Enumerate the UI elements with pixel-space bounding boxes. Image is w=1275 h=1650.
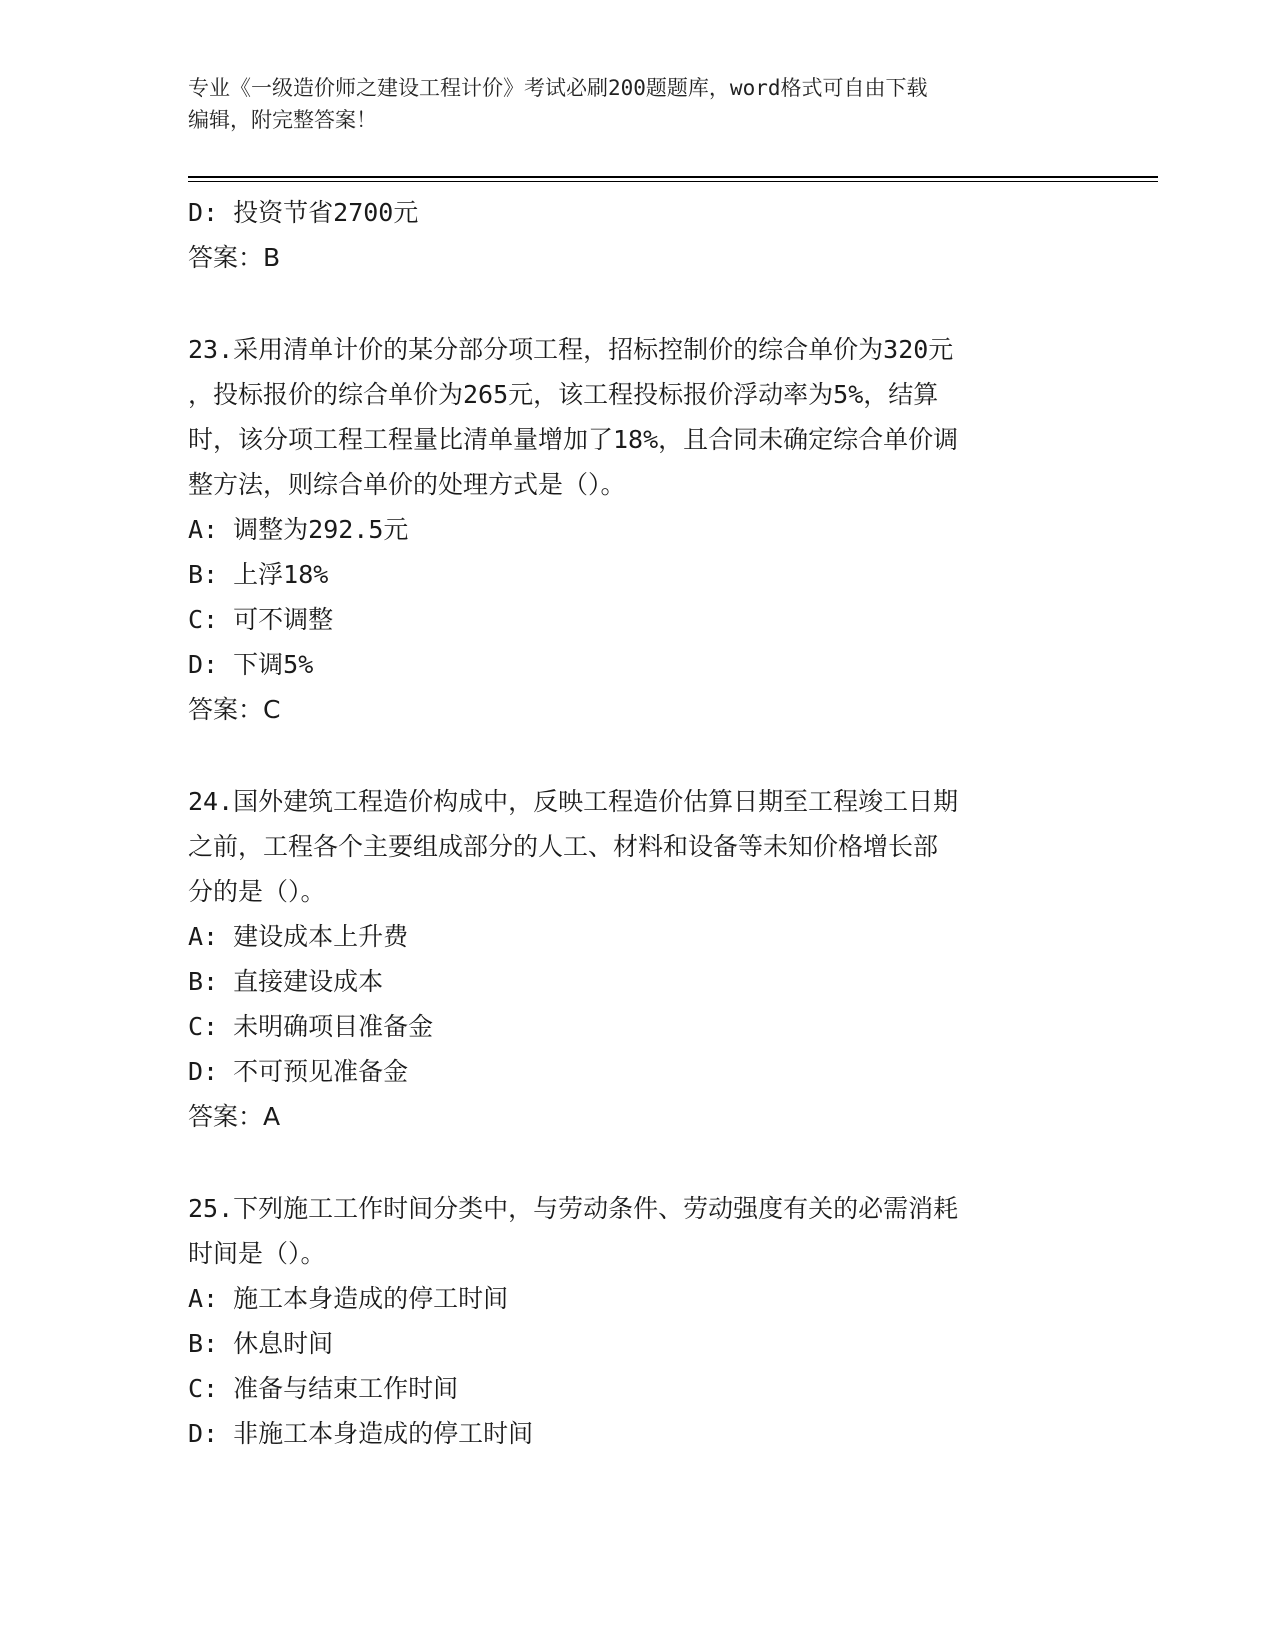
question-text-line: 24.国外建筑工程造价构成中，反映工程造价估算日期至工程竣工日期 bbox=[188, 787, 959, 816]
document-header bbox=[188, 72, 1088, 136]
question-text-line: 整方法，则综合单价的处理方式是（）。 bbox=[188, 470, 626, 499]
header-line-1: 专业《一级造价师之建设工程计价》考试必刷200题题库，word格式可自由下载 bbox=[188, 76, 928, 100]
question-23 bbox=[188, 327, 1088, 732]
option-a: A: 施工本身造成的停工时间 bbox=[188, 1284, 509, 1313]
option-d: D: 不可预见准备金 bbox=[188, 1057, 409, 1086]
question-text-line: ，投标报价的综合单价为265元，该工程投标报价浮动率为5%，结算 bbox=[188, 380, 939, 409]
option-c: C: 准备与结束工作时间 bbox=[188, 1374, 459, 1403]
answer: 答案：C bbox=[188, 695, 281, 724]
question-25 bbox=[188, 1186, 1088, 1456]
document-body bbox=[188, 190, 1088, 1456]
option-c: C: 可不调整 bbox=[188, 605, 334, 634]
option-a: A: 建设成本上升费 bbox=[188, 922, 409, 951]
prev-answer: 答案：B bbox=[188, 243, 281, 272]
option-d: D: 下调5% bbox=[188, 650, 314, 679]
option-b: B: 直接建设成本 bbox=[188, 967, 384, 996]
option-b: B: 上浮18% bbox=[188, 560, 329, 589]
header-divider-thick bbox=[188, 176, 1158, 178]
option-b: B: 休息时间 bbox=[188, 1329, 334, 1358]
header-divider-thin bbox=[188, 181, 1158, 182]
question-text-line: 时，该分项工程工程量比清单量增加了18%，且合同未确定综合单价调 bbox=[188, 425, 959, 454]
question-text-line: 之前，工程各个主要组成部分的人工、材料和设备等未知价格增长部 bbox=[188, 832, 939, 861]
option-d: D: 非施工本身造成的停工时间 bbox=[188, 1419, 534, 1448]
header-line-2: 编辑，附完整答案！ bbox=[188, 108, 377, 132]
option-a: A: 调整为292.5元 bbox=[188, 515, 409, 544]
prev-option-d: D: 投资节省2700元 bbox=[188, 198, 419, 227]
answer: 答案：A bbox=[188, 1102, 281, 1131]
question-text-line: 分的是（）。 bbox=[188, 877, 326, 906]
question-text-line: 25.下列施工工作时间分类中，与劳动条件、劳动强度有关的必需消耗 bbox=[188, 1194, 959, 1223]
question-text-line: 时间是（）。 bbox=[188, 1239, 326, 1268]
question-24 bbox=[188, 779, 1088, 1139]
question-text-line: 23.采用清单计价的某分部分项工程，招标控制价的综合单价为320元 bbox=[188, 335, 954, 364]
option-c: C: 未明确项目准备金 bbox=[188, 1012, 434, 1041]
